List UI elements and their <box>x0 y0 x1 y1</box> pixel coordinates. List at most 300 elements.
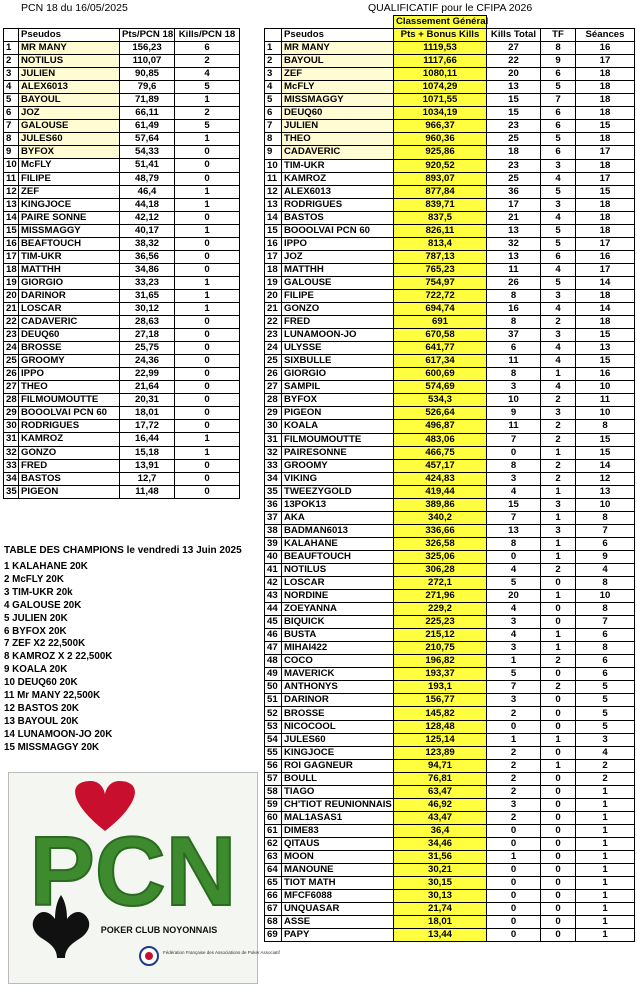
kills-total-cell: 2 <box>487 759 541 772</box>
kills-total-cell: 23 <box>487 120 541 133</box>
tf-cell: 0 <box>541 798 576 811</box>
kills-total-cell: 7 <box>487 433 541 446</box>
kills-total-cell: 0 <box>487 837 541 850</box>
rank-cell: 47 <box>265 642 282 655</box>
rank-cell: 35 <box>4 485 19 498</box>
tf-cell: 4 <box>541 211 576 224</box>
table-row <box>265 120 635 133</box>
table-row <box>265 511 635 524</box>
rank-cell: 27 <box>265 381 282 394</box>
tf-cell: 1 <box>541 537 576 550</box>
pseudo-cell: PIGEON <box>19 485 120 498</box>
points-bonus-cell: 526,64 <box>394 407 487 420</box>
points-bonus-cell: 123,89 <box>394 746 487 759</box>
seances-cell: 14 <box>576 459 635 472</box>
tf-cell: 4 <box>541 381 576 394</box>
points-cell: 27,18 <box>120 329 175 342</box>
table-row <box>265 211 635 224</box>
seances-cell: 6 <box>576 655 635 668</box>
seances-cell: 17 <box>576 55 635 68</box>
pseudo-cell: ANTHONYS <box>282 681 394 694</box>
kills-total-cell: 11 <box>487 263 541 276</box>
table-row <box>265 746 635 759</box>
table-row <box>265 394 635 407</box>
table-row <box>265 590 635 603</box>
pseudo-cell: BYFOX <box>19 146 120 159</box>
seances-cell: 18 <box>576 159 635 172</box>
rank-cell: 1 <box>4 42 19 55</box>
tf-cell: 0 <box>541 720 576 733</box>
seances-cell: 18 <box>576 81 635 94</box>
champion-item: 13 BAYOUL 20K <box>4 715 79 727</box>
points-cell: 46,4 <box>120 185 175 198</box>
kills-total-cell: 2 <box>487 811 541 824</box>
points-bonus-cell: 76,81 <box>394 772 487 785</box>
seances-cell: 18 <box>576 316 635 329</box>
table-row <box>4 302 240 315</box>
table-row <box>4 159 240 172</box>
kills-total-cell: 36 <box>487 185 541 198</box>
tf-cell: 1 <box>541 733 576 746</box>
pseudo-cell: TWEEZYGOLD <box>282 485 394 498</box>
points-bonus-cell: 574,69 <box>394 381 487 394</box>
rank-cell: 45 <box>265 616 282 629</box>
seances-cell: 17 <box>576 263 635 276</box>
points-cell: 71,89 <box>120 94 175 107</box>
tf-cell: 0 <box>541 577 576 590</box>
seances-cell: 6 <box>576 668 635 681</box>
points-bonus-cell: 193,37 <box>394 668 487 681</box>
table-row <box>265 198 635 211</box>
kills-cell: 0 <box>175 394 240 407</box>
pseudo-cell: LUNAMOON-JO <box>282 329 394 342</box>
table-row <box>265 381 635 394</box>
kills-total-cell: 4 <box>487 563 541 576</box>
kills-cell: 1 <box>175 276 240 289</box>
points-cell: 20,31 <box>120 394 175 407</box>
tf-cell: 8 <box>541 42 576 55</box>
points-bonus-cell: 43,47 <box>394 811 487 824</box>
points-cell: 61,49 <box>120 120 175 133</box>
points-bonus-cell: 1119,53 <box>394 42 487 55</box>
points-bonus-cell: 694,74 <box>394 303 487 316</box>
rank-cell: 3 <box>4 68 19 81</box>
pseudo-cell: JULIEN <box>19 68 120 81</box>
tf-cell: 0 <box>541 616 576 629</box>
tf-cell: 6 <box>541 107 576 120</box>
seances-cell: 10 <box>576 407 635 420</box>
points-bonus-cell: 94,71 <box>394 759 487 772</box>
table-row <box>265 772 635 785</box>
kills-total-cell: 20 <box>487 590 541 603</box>
pseudo-cell: ZOEYANNA <box>282 603 394 616</box>
kills-total-cell: 4 <box>487 485 541 498</box>
kills-total-cell: 15 <box>487 107 541 120</box>
points-bonus-cell: 787,13 <box>394 250 487 263</box>
header-kills-total: Kills Total <box>487 29 541 42</box>
points-cell: 34,86 <box>120 263 175 276</box>
champion-item: 2 McFLY 20K <box>4 573 64 585</box>
table-row <box>4 81 240 94</box>
seances-cell: 1 <box>576 851 635 864</box>
pseudo-cell: BASTOS <box>19 472 120 485</box>
header-index <box>4 29 19 42</box>
points-bonus-cell: 63,47 <box>394 785 487 798</box>
pseudo-cell: FRED <box>282 316 394 329</box>
table-row <box>4 224 240 237</box>
kills-cell: 4 <box>175 68 240 81</box>
seances-cell: 17 <box>576 172 635 185</box>
tf-cell: 0 <box>541 785 576 798</box>
kills-total-cell: 11 <box>487 355 541 368</box>
rank-cell: 23 <box>4 329 19 342</box>
table-row <box>4 211 240 224</box>
tf-cell: 5 <box>541 81 576 94</box>
rank-cell: 66 <box>265 890 282 903</box>
kills-total-cell: 3 <box>487 694 541 707</box>
seances-cell: 1 <box>576 864 635 877</box>
tf-cell: 0 <box>541 851 576 864</box>
table-row <box>265 329 635 342</box>
classement-general-header: Classement Général <box>394 16 487 29</box>
table-row <box>265 420 635 433</box>
kills-cell: 1 <box>175 224 240 237</box>
pseudo-cell: FILIPE <box>19 172 120 185</box>
pseudo-cell: FRED <box>19 459 120 472</box>
seances-cell: 1 <box>576 837 635 850</box>
rank-cell: 6 <box>4 107 19 120</box>
seances-cell: 16 <box>576 250 635 263</box>
rank-cell: 29 <box>265 407 282 420</box>
kills-cell: 6 <box>175 42 240 55</box>
pseudo-cell: CADAVERIC <box>19 316 120 329</box>
rank-cell: 31 <box>265 433 282 446</box>
table-row <box>4 355 240 368</box>
champion-item: 5 JULIEN 20K <box>4 612 68 624</box>
points-bonus-cell: 424,83 <box>394 472 487 485</box>
tf-cell: 5 <box>541 224 576 237</box>
pseudo-cell: FILIPE <box>282 289 394 302</box>
table-row <box>265 94 635 107</box>
table-row <box>265 303 635 316</box>
table-row <box>4 276 240 289</box>
kills-total-cell: 6 <box>487 342 541 355</box>
table-row <box>265 720 635 733</box>
rank-cell: 69 <box>265 929 282 942</box>
table-row <box>265 237 635 250</box>
points-cell: 156,23 <box>120 42 175 55</box>
kills-total-cell: 3 <box>487 642 541 655</box>
table-row <box>265 616 635 629</box>
pseudo-cell: KINGJOCE <box>19 198 120 211</box>
tf-cell: 0 <box>541 929 576 942</box>
points-bonus-cell: 18,01 <box>394 916 487 929</box>
logo-club-name: POKER CLUB NOYONNAIS <box>100 925 218 935</box>
table-row <box>265 107 635 120</box>
tf-cell: 1 <box>541 511 576 524</box>
seances-cell: 18 <box>576 133 635 146</box>
pseudo-cell: KALAHANE <box>282 537 394 550</box>
table-row <box>265 172 635 185</box>
kills-total-cell: 1 <box>487 851 541 864</box>
kills-total-cell: 22 <box>487 55 541 68</box>
champion-item: 1 KALAHANE 20K <box>4 561 88 572</box>
tf-cell: 5 <box>541 237 576 250</box>
pseudo-cell: BYFOX <box>282 394 394 407</box>
champions-title: TABLE DES CHAMPIONS le vendredi 13 Juin 2025 <box>4 545 242 556</box>
kills-total-cell: 0 <box>487 929 541 942</box>
rank-cell: 39 <box>265 537 282 550</box>
points-bonus-cell: 46,92 <box>394 798 487 811</box>
pseudo-cell: MATTHH <box>19 263 120 276</box>
points-cell: 25,75 <box>120 342 175 355</box>
table-row <box>4 459 240 472</box>
points-bonus-cell: 36,4 <box>394 824 487 837</box>
points-bonus-cell: 496,87 <box>394 420 487 433</box>
kills-total-cell: 1 <box>487 733 541 746</box>
kills-total-cell: 5 <box>487 668 541 681</box>
seances-cell: 15 <box>576 185 635 198</box>
pseudo-cell: KAMROZ <box>282 172 394 185</box>
kills-total-cell: 25 <box>487 133 541 146</box>
tf-cell: 1 <box>541 590 576 603</box>
kills-total-cell: 2 <box>487 746 541 759</box>
points-cell: 16,44 <box>120 433 175 446</box>
points-cell: 31,65 <box>120 289 175 302</box>
points-bonus-cell: 877,84 <box>394 185 487 198</box>
pseudo-cell: GONZO <box>282 303 394 316</box>
kills-cell: 0 <box>175 211 240 224</box>
kills-cell: 0 <box>175 172 240 185</box>
tf-cell: 1 <box>541 485 576 498</box>
table-row <box>4 55 240 68</box>
points-bonus-cell: 966,37 <box>394 120 487 133</box>
table-row <box>4 433 240 446</box>
kills-cell: 0 <box>175 459 240 472</box>
seances-cell: 17 <box>576 237 635 250</box>
points-bonus-cell: 30,13 <box>394 890 487 903</box>
table-row <box>265 81 635 94</box>
pseudo-cell: DARINOR <box>282 694 394 707</box>
rank-cell: 64 <box>265 864 282 877</box>
pseudo-cell: FILMOUMOUTTE <box>282 433 394 446</box>
kills-cell: 1 <box>175 94 240 107</box>
rank-cell: 26 <box>4 368 19 381</box>
points-bonus-cell: 21,74 <box>394 903 487 916</box>
seances-cell: 10 <box>576 590 635 603</box>
pseudo-cell: THEO <box>282 133 394 146</box>
champions-list <box>4 561 112 755</box>
pseudo-cell: RODRIGUES <box>282 198 394 211</box>
table-row <box>265 250 635 263</box>
pseudo-cell: BROSSE <box>282 707 394 720</box>
rank-cell: 27 <box>4 381 19 394</box>
rank-cell: 2 <box>265 55 282 68</box>
tf-cell: 5 <box>541 185 576 198</box>
table-row <box>265 877 635 890</box>
champion-item: 8 KAMROZ X 2 22,500K <box>4 651 113 663</box>
rank-cell: 11 <box>4 172 19 185</box>
table-row <box>265 707 635 720</box>
table-row <box>265 55 635 68</box>
kills-total-cell: 3 <box>487 381 541 394</box>
points-cell: 13,91 <box>120 459 175 472</box>
points-bonus-cell: 691 <box>394 316 487 329</box>
seances-cell: 1 <box>576 929 635 942</box>
table-row <box>4 250 240 263</box>
pseudo-cell: PAIRESONNE <box>282 446 394 459</box>
table-row <box>4 342 240 355</box>
tf-cell: 0 <box>541 824 576 837</box>
kills-total-cell: 21 <box>487 211 541 224</box>
points-bonus-cell: 754,97 <box>394 276 487 289</box>
rank-cell: 30 <box>265 420 282 433</box>
points-bonus-cell: 229,2 <box>394 603 487 616</box>
points-cell: 21,64 <box>120 381 175 394</box>
kills-total-cell: 7 <box>487 511 541 524</box>
champion-item: 3 TIM-UKR 20k <box>4 586 73 598</box>
pseudo-cell: KINGJOCE <box>282 746 394 759</box>
rank-cell: 4 <box>265 81 282 94</box>
seances-cell: 8 <box>576 603 635 616</box>
pseudo-cell: JULES60 <box>19 133 120 146</box>
rank-cell: 40 <box>265 550 282 563</box>
seances-cell: 1 <box>576 916 635 929</box>
table-row <box>265 798 635 811</box>
rank-cell: 17 <box>265 250 282 263</box>
pseudo-cell: MISSMAGGY <box>19 224 120 237</box>
pseudo-cell: NOTILUS <box>19 55 120 68</box>
pseudo-cell: MISSMAGGY <box>282 94 394 107</box>
rank-cell: 16 <box>265 237 282 250</box>
kills-cell: 1 <box>175 446 240 459</box>
kills-total-cell: 0 <box>487 916 541 929</box>
pseudo-cell: BOOOLVAI PCN 60 <box>19 407 120 420</box>
kills-cell: 1 <box>175 289 240 302</box>
tf-cell: 2 <box>541 681 576 694</box>
seances-cell: 15 <box>576 433 635 446</box>
points-bonus-cell: 617,34 <box>394 355 487 368</box>
points-bonus-cell: 215,12 <box>394 629 487 642</box>
pseudo-cell: COCO <box>282 655 394 668</box>
table-row <box>265 837 635 850</box>
tf-cell: 1 <box>541 446 576 459</box>
tf-cell: 0 <box>541 837 576 850</box>
points-bonus-cell: 641,77 <box>394 342 487 355</box>
rank-cell: 18 <box>265 263 282 276</box>
rank-cell: 23 <box>265 329 282 342</box>
tf-cell: 2 <box>541 394 576 407</box>
seances-cell: 15 <box>576 120 635 133</box>
pseudo-cell: MOON <box>282 851 394 864</box>
table-row <box>265 916 635 929</box>
seances-cell: 12 <box>576 472 635 485</box>
tf-cell: 3 <box>541 407 576 420</box>
kills-cell: 2 <box>175 55 240 68</box>
kills-total-cell: 9 <box>487 407 541 420</box>
pseudo-cell: JULIEN <box>282 120 394 133</box>
pseudo-cell: MANOUNE <box>282 864 394 877</box>
kills-total-cell: 2 <box>487 707 541 720</box>
kills-total-cell: 13 <box>487 81 541 94</box>
kills-cell: 0 <box>175 250 240 263</box>
seances-cell: 8 <box>576 577 635 590</box>
table-row <box>265 537 635 550</box>
rank-cell: 8 <box>4 133 19 146</box>
kills-total-cell: 13 <box>487 224 541 237</box>
rank-cell: 57 <box>265 772 282 785</box>
table-row <box>265 342 635 355</box>
rank-cell: 33 <box>4 459 19 472</box>
tf-cell: 1 <box>541 629 576 642</box>
seances-cell: 15 <box>576 446 635 459</box>
seances-cell: 9 <box>576 550 635 563</box>
points-cell: 40,17 <box>120 224 175 237</box>
table-row <box>265 289 635 302</box>
rank-cell: 22 <box>4 316 19 329</box>
tf-cell: 3 <box>541 524 576 537</box>
table-row <box>265 485 635 498</box>
pseudo-cell: UNQUASAR <box>282 903 394 916</box>
points-cell: 11,48 <box>120 485 175 498</box>
seances-cell: 4 <box>576 563 635 576</box>
table-row <box>265 550 635 563</box>
table-row <box>265 68 635 81</box>
seances-cell: 7 <box>576 616 635 629</box>
rank-cell: 43 <box>265 590 282 603</box>
points-bonus-cell: 125,14 <box>394 733 487 746</box>
points-bonus-cell: 30,21 <box>394 864 487 877</box>
rank-cell: 51 <box>265 694 282 707</box>
rank-cell: 36 <box>265 498 282 511</box>
rank-cell: 28 <box>4 394 19 407</box>
points-bonus-cell: 145,82 <box>394 707 487 720</box>
points-cell: 30,12 <box>120 302 175 315</box>
points-cell: 90,85 <box>120 68 175 81</box>
champion-item: 6 BYFOX 20K <box>4 625 67 637</box>
points-bonus-cell: 128,48 <box>394 720 487 733</box>
rank-cell: 34 <box>265 472 282 485</box>
tf-cell: 0 <box>541 890 576 903</box>
points-cell: 79,6 <box>120 81 175 94</box>
pseudo-cell: McFLY <box>282 81 394 94</box>
kills-cell: 1 <box>175 198 240 211</box>
kills-total-cell: 0 <box>487 890 541 903</box>
pseudo-cell: THEO <box>19 381 120 394</box>
kills-total-cell: 15 <box>487 498 541 511</box>
table-row <box>265 433 635 446</box>
kills-cell: 0 <box>175 420 240 433</box>
rank-cell: 15 <box>4 224 19 237</box>
pseudo-cell: MFCF6088 <box>282 890 394 903</box>
kills-total-cell: 17 <box>487 198 541 211</box>
table-row <box>4 42 240 55</box>
seances-cell: 14 <box>576 303 635 316</box>
pseudo-cell: NOTILUS <box>282 563 394 576</box>
rank-cell: 56 <box>265 759 282 772</box>
champion-item: 10 DEUQ60 20K <box>4 677 78 689</box>
pseudo-cell: JOZ <box>282 250 394 263</box>
kills-total-cell: 0 <box>487 720 541 733</box>
pseudo-cell: McFLY <box>19 159 120 172</box>
pseudo-cell: GALOUSE <box>282 276 394 289</box>
rank-cell: 25 <box>265 355 282 368</box>
kills-total-cell: 26 <box>487 276 541 289</box>
kills-cell: 0 <box>175 381 240 394</box>
kills-cell: 0 <box>175 407 240 420</box>
pseudo-cell: BEAFTOUCH <box>19 237 120 250</box>
table-row <box>4 381 240 394</box>
